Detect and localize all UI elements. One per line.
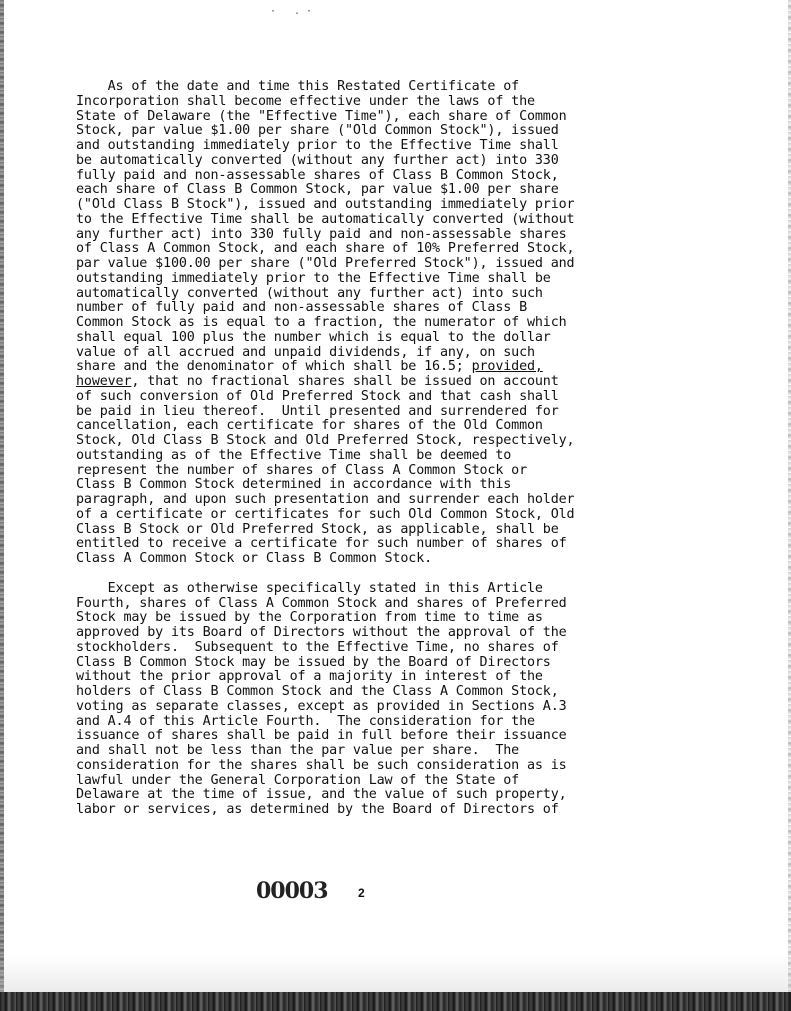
text-line: labor or services, as determined by the Board of Directors of (76, 802, 559, 817)
text-line: par value $100.00 per share ("Old Preferred Stock"), issued and (76, 256, 575, 271)
text-line: be paid in lieu thereof. Until presented and surrendered for (76, 403, 559, 419)
text-line: Class B Common Stock determined in accordance with this (76, 477, 512, 493)
underlined-however: however (76, 374, 132, 389)
text-line: cancellation, each certificate for shares of the Old Common (76, 418, 543, 434)
text-line: consideration for the shares shall be such consideration as is (76, 757, 567, 773)
text-line: Stock, par value $1.00 per share ("Old Common Stock"), issued (76, 123, 559, 139)
text-line: number of fully paid and non-assessable shares of Class B (76, 300, 527, 316)
bates-stamp: 00003 (256, 878, 328, 904)
text-line: ("Old Class B Stock"), issued and outstanding immediately prior (76, 197, 575, 212)
text-line: and shall not be less than the par value per share. The (76, 743, 520, 758)
text-line: Class A Common Stock or Class B Common Stock. (76, 551, 433, 566)
text-line: of a certificate or certificates for such Old Common Stock, Old (76, 506, 575, 522)
text-line: any further act) into 330 fully paid and non-assessable shares (76, 226, 567, 242)
text-line: outstanding immediately prior to the Effective Time shall be (76, 270, 551, 286)
text-line: automatically converted (without any further act) into such (76, 285, 543, 301)
text-line: of such conversion of Old Preferred Stock and that cash shall (76, 388, 559, 404)
text-line: represent the number of shares of Class A Common Stock or (76, 462, 527, 478)
text-line: Except as otherwise specifically stated in this Article (76, 580, 543, 596)
text-line: without the prior approval of a majority in interest of the (76, 669, 543, 685)
text-line: Class B Common Stock may be issued by the Board of Directors (76, 654, 551, 670)
text-line: entitled to receive a certificate for such number of shares of (76, 536, 567, 552)
text-line: outstanding as of the Effective Time shall be deemed to (76, 447, 512, 463)
text-line: Incorporation shall become effective under the laws of the (76, 93, 535, 109)
scan-left-edge (0, 0, 4, 1011)
text-line: Class B Stock or Old Preferred Stock, as applicable, shall be (76, 521, 559, 537)
text-line: voting as separate classes, except as provided in Sections A.3 (76, 698, 567, 714)
paragraph-issuance (76, 582, 636, 818)
text-line: Common Stock as is equal to a fraction, the numerator of which (76, 315, 567, 330)
text-line: issuance of shares shall be paid in full before their issuance (76, 728, 567, 744)
text-line: Stock, Old Class B Stock and Old Preferred Stock, respectively, (76, 433, 575, 448)
page-number: 2 (358, 886, 365, 900)
text-line: however, that no fractional shares shall be issued on account (76, 374, 559, 389)
scan-specks: · .· (270, 6, 319, 17)
text-line: share and the denominator of which shall be 16.5; provided, (76, 359, 543, 375)
scan-bottom-band (0, 992, 791, 1011)
text-line: value of all accrued and unpaid dividends, if any, on such (76, 344, 535, 360)
text-line: to the Effective Time shall be automatically converted (without (76, 211, 575, 227)
scan-bottom-noise (0, 955, 791, 992)
text-line: holders of Class B Common Stock and the Class A Common Stock, (76, 684, 559, 699)
text-line: and outstanding immediately prior to the Effective Time shall (76, 138, 559, 153)
underlined-provided: provided, (471, 359, 543, 375)
text-line: Stock may be issued by the Corporation from time to time as (76, 610, 543, 626)
text-line: be automatically converted (without any further act) into 330 (76, 152, 559, 168)
text-line: stockholders. Subsequent to the Effective Time, no shares of (76, 639, 559, 655)
text-line: shall equal 100 plus the number which is equal to the dollar (76, 329, 551, 345)
text-line: Delaware at the time of issue, and the value of such property, (76, 787, 567, 803)
paragraph-conversion (76, 80, 636, 567)
text-line: fully paid and non-assessable shares of Class B Common Stock, (76, 167, 559, 183)
text-line: Fourth, shares of Class A Common Stock and shares of Preferred (76, 595, 567, 611)
text-line: of Class A Common Stock, and each share of 10% Preferred Stock, (76, 241, 575, 257)
document-body (76, 80, 636, 818)
text-line: paragraph, and upon such presentation and surrender each holder (76, 492, 575, 507)
text-line: As of the date and time this Restated Certificate of (76, 79, 520, 94)
text-line: and A.4 of this Article Fourth. The consideration for the (76, 713, 535, 729)
text-line: State of Delaware (the "Effective Time"), each share of Common (76, 108, 567, 124)
text-line: approved by its Board of Directors without the approval of the (76, 625, 567, 640)
text-line: each share of Class B Common Stock, par value $1.00 per share (76, 182, 559, 198)
text-line: lawful under the General Corporation Law of the State of (76, 772, 520, 788)
